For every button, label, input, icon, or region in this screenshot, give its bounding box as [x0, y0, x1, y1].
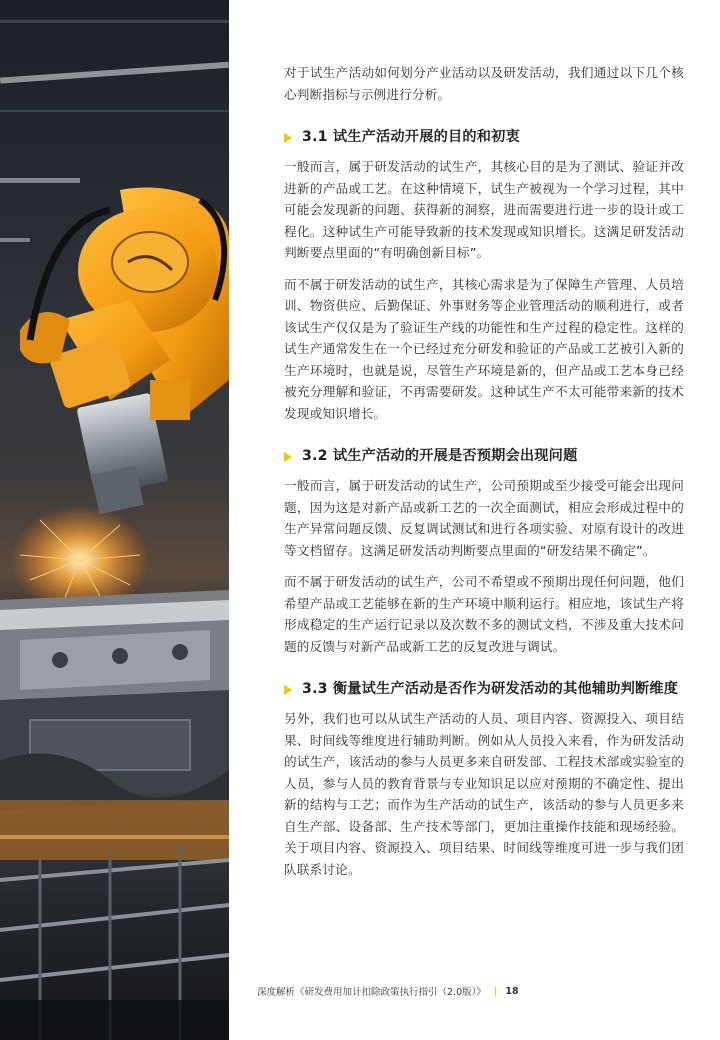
footer-title: 深度解析《研发费用加计扣除政策执行指引（2.0版）》: [257, 987, 486, 998]
section-3-3-paragraph-1: 另外，我们也可以从试生产活动的人员、项目内容、资源投入、项目结果、时间线等维度进行辅助判断。例如从人员投入来看，作为研发活动的试生产，该活动的参与人员更多来自研发部、工程技术部或实验室的人员，参与人员的教育背景与专业知识足以应对预期的不确定性、提出新的结构与工艺；而作为生产活动的试生产，该活动的参与人员更多来自生产部、设备部、生产技术等部门，更加注重操作技能和现场经验。关于项目内容、资源投入、项目结果、时间线等维度可进一步与我们团队联系讨论。: [284, 711, 684, 877]
section-3-2-paragraph-1: 一般而言，属于研发活动的试生产，公司预期或至少接受可能会出现问题，因为这是对新产品或新工艺的一次全面测试，相应会形成过程中的生产异常问题反馈、反复调试测试和进行各项实验、对原有设计的改进等文档留存。这满足研发活动判断要点里面的“研发结果不确定”。: [284, 478, 684, 558]
section-heading-3-2: [284, 446, 684, 467]
footer-separator: |: [493, 985, 498, 997]
main-content: [284, 62, 684, 890]
section-heading-3-1: [284, 127, 684, 148]
triangle-bullet-icon: [284, 133, 292, 143]
section-3-2-paragraph-2: 而不属于研发活动的试生产，公司不希望或不预期出现任何问题，他们希望产品或工艺能够在新的生产环境中顺利运行。相应地，该试生产将形成稳定的生产运行记录以及次数不多的测试文档，不涉及重大技术问题的反馈与对新产品或新工艺的反复改进与调试。: [284, 574, 684, 654]
section-heading-3-3: [284, 679, 684, 700]
section-3-1-paragraph-1: 一般而言，属于研发活动的试生产，其核心目的是为了测试、验证并改进新的产品或工艺。在这种情境下，试生产被视为一个学习过程，其中可能会发现新的问题、获得新的洞察，进而需要进行进一步的设计或工程化。这种试生产可能导致新的技术发现或知识增长。这满足研发活动判断要点里面的“有明确创新目标”。: [284, 159, 684, 260]
page-footer: [257, 984, 697, 998]
section-heading-text: 3.3 衡量试生产活动是否作为研发活动的其他辅助判断维度: [302, 681, 679, 697]
section-heading-text: 3.2 试生产活动的开展是否预期会出现问题: [302, 448, 578, 464]
section-3-1-paragraph-2: 而不属于研发活动的试生产，其核心需求是为了保障生产管理、人员培训、物资供应、后勤保证、外事财务等企业管理活动的顺利进行，或者该试生产仅仅是为了验证生产线的功能性和生产过程的稳定性。这样的试生产通常发生在一个已经过充分研发和验证的产品或工艺被引入新的生产环境时，也就是说，尽管生产环境是新的，但产品或工艺本身已经被充分理解和验证，不再需要研发。这种试生产不太可能带来新的技术发现或知识增长。: [284, 276, 684, 421]
robot-arm-illustration: [0, 0, 229, 1040]
factory-robot-photo: [0, 0, 229, 1040]
section-heading-text: 3.1 试生产活动开展的目的和初衷: [302, 129, 520, 145]
triangle-bullet-icon: [284, 685, 292, 695]
triangle-bullet-icon: [284, 452, 292, 462]
intro-paragraph: 对于试生产活动如何划分产业活动以及研发活动，我们通过以下几个核心判断指标与示例进行分析。: [284, 65, 684, 102]
page-number: 18: [505, 985, 519, 997]
